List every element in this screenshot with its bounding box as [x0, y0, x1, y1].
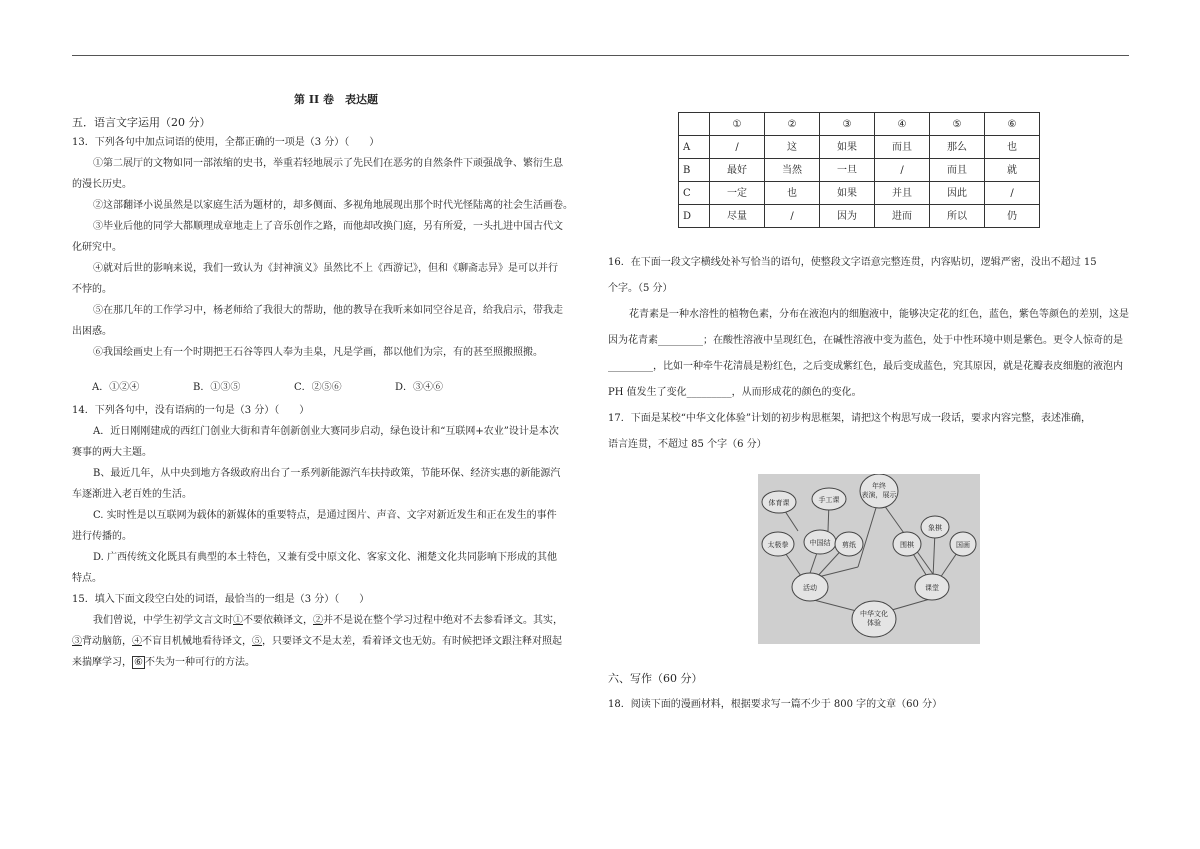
part-title: 第 II 卷 表达题	[294, 93, 378, 106]
table-cell: 当然	[765, 159, 820, 182]
q15-passage-line2	[72, 634, 600, 649]
q14-option-d-line2: 特点。	[72, 573, 102, 584]
table-cell: B	[679, 159, 710, 182]
mindmap-figure	[758, 474, 980, 644]
q14-option-c-line2: 进行传播的。	[72, 531, 132, 542]
table-cell: 那么	[930, 136, 985, 159]
table-cell: /	[710, 136, 765, 159]
q13-sentence-3b: 化研究中。	[72, 242, 122, 253]
q18-stem: 18．阅读下面的漫画材料，根据要求写一篇不少于 800 字的文章（60 分）	[608, 699, 943, 710]
q13-option-b[interactable]: B．①③⑤	[193, 382, 241, 393]
table-cell: 也	[985, 136, 1040, 159]
q17-stem-line1: 17．下面是某校“中华文化体验”计划的初步构思框架，请把这个构思写成一段话，要求内容完整，表述准确，	[608, 413, 1091, 424]
mindmap-svg	[758, 474, 980, 644]
q15-passage-line1	[72, 613, 600, 628]
q13-options	[92, 380, 600, 395]
mindmap-node-label: 年终	[872, 482, 886, 490]
top-rule	[72, 55, 1129, 56]
q15-text-1: 我们曾说，中学生初学文言文时	[93, 615, 233, 626]
q15-text-3: 并不是说在整个学习过程中绝对不去参看译文。其实，	[323, 615, 563, 626]
q14-option-a-line2: 赛事的两大主题。	[72, 447, 152, 458]
section-5-heading: 五．语言文字运用（20 分）	[72, 115, 211, 129]
q15-text-2: 不要依赖译文，	[243, 615, 313, 626]
q15-text-5: 不盲目机械地看待译文，	[142, 636, 252, 647]
q15-blank-3: ③	[72, 636, 82, 647]
table-cell: ①	[710, 113, 765, 136]
q16-passage: 花青素是一种水溶性的植物色素，分布在液泡内的细胞液中，能够决定花的红色，蓝色，紫色等颜色的差别，这是因为花青素_________；在酸性溶液中呈现红色，在碱性溶液中变为蓝色，处于中性环境中则是紫色。更令人惊奇的是_________，比如一种牵牛花清晨是粉红色，之后变成紫红色，最后变成蓝色，究其原因，就是花瓣表皮细胞的液泡内 PH 值发生了变化_________，从而形成花的颜色的变化。	[608, 309, 1129, 398]
mindmap-node-label: 太极拳	[767, 541, 789, 549]
q14-option-a-line1: A．近日刚刚建成的西红门创业大街和青年创新创业大赛同步启动，绿色设计和“互联网+农业”设计是本次	[93, 426, 559, 437]
q16-stem-line1: 16．在下面一段文字横线处补写恰当的语句，使整段文字语意完整连贯，内容贴切，逻辑严密，没出不超过 15	[608, 257, 1097, 268]
q15-text-6: ，只要译文不是太差，看着译文也无妨。有时候把译文跟注释对照起	[262, 636, 562, 647]
table-cell: 而且	[875, 136, 930, 159]
q15-blank-2: ②	[313, 615, 323, 626]
right-column	[608, 112, 1130, 718]
q13-sentence-3a: ③毕业后他的同学大都顺理成章地走上了音乐创作之路，而他却改换门庭，另有所爱，一头扎进中国古代文	[93, 221, 563, 232]
q13-option-d[interactable]: D．③④⑥	[395, 382, 444, 393]
table-cell: 就	[985, 159, 1040, 182]
table-cell: 也	[765, 182, 820, 205]
q17-stem-line2: 语言连贯，不超过 85 个字（6 分）	[608, 439, 767, 450]
table-cell: 这	[765, 136, 820, 159]
q15-blank-5: ⑤	[252, 636, 262, 647]
q13-sentence-1a: ①第二展厅的文物如同一部浓缩的史书，举重若轻地展示了先民们在恶劣的自然条件下顽强战争、繁衍生息	[93, 158, 563, 169]
q14-option-c-line1: C. 实时性是以互联网为载体的新媒体的重要特点，是通过图片、声音、文字对新近发生和正在发生的事件	[93, 510, 557, 521]
table-cell: ②	[765, 113, 820, 136]
q13-sentence-4b: 不悖的。	[72, 284, 112, 295]
section-6-heading: 六、写作（60 分）	[608, 672, 703, 685]
q15-blank-4: ④	[132, 636, 142, 647]
q13-sentence-1b: 的漫长历史。	[72, 179, 132, 190]
table-cell: 因此	[930, 182, 985, 205]
table-row	[679, 136, 1040, 159]
table-row	[679, 159, 1040, 182]
question-17	[608, 406, 1130, 644]
table-cell: 进而	[875, 205, 930, 228]
mindmap-node-label: 表演，展示	[861, 491, 897, 499]
table-cell: /	[985, 182, 1040, 205]
mindmap-node-label: 课堂	[925, 584, 939, 592]
table-cell: 如果	[820, 182, 875, 205]
mindmap-node-label: 国画	[956, 541, 970, 549]
mindmap-node-label: 手工课	[818, 496, 840, 504]
table-cell: 仍	[985, 205, 1040, 228]
q15-blank-1: ①	[233, 615, 243, 626]
q13-sentence-2: ②这部翻译小说虽然是以家庭生活为题材的，却多侧面、多视角地展现出那个时代光怪陆离的社会生活画卷。	[93, 200, 573, 211]
q15-text-8: 不失为一种可行的方法。	[144, 657, 255, 668]
q15-text-4: 背动脑筋，	[82, 636, 132, 647]
table-cell: 一定	[710, 182, 765, 205]
mindmap-node-label: 围棋	[900, 541, 914, 549]
mindmap-node-label: 象棋	[928, 524, 942, 532]
table-cell: 而且	[930, 159, 985, 182]
table-row	[679, 205, 1040, 228]
mindmap-node-label: 中国结	[809, 539, 831, 547]
q15-passage-line3	[72, 655, 600, 670]
q13-option-c[interactable]: C．②⑤⑥	[294, 382, 342, 393]
table-cell: ⑤	[930, 113, 985, 136]
q13-sentence-4a: ④就对后世的影响来说，我们一致认为《封神演义》虽然比不上《西游记》，但和《聊斋志异》是可以并行	[93, 263, 558, 274]
table-cell: ④	[875, 113, 930, 136]
mindmap-node-label: 活动	[803, 584, 817, 592]
q14-option-b-line2: 车逐渐进入老百姓的生活。	[72, 489, 192, 500]
q13-sentence-5a: ⑤在那几年的工作学习中，杨老师给了我很大的帮助，他的教导在我听来如同空谷足音，给我启示，带我走	[93, 305, 563, 316]
q13-stem: 13．下列各句中加点词语的使用，全都正确的一项是（3 分）（ ）	[72, 137, 380, 148]
table-cell: /	[875, 159, 930, 182]
table-cell: C	[679, 182, 710, 205]
question-14	[72, 403, 600, 586]
q13-sentence-6: ⑥我国绘画史上有一个时期把王石谷等四人奉为圭臬，凡是学画，都以他们为宗，有的甚至照搬照搬。	[93, 347, 543, 358]
table-cell: 最好	[710, 159, 765, 182]
q15-choice-table	[678, 112, 1040, 228]
table-cell	[679, 113, 710, 136]
table-cell: 所以	[930, 205, 985, 228]
q13-sentence-5b: 出困惑。	[72, 326, 112, 337]
table-cell: 一旦	[820, 159, 875, 182]
mindmap-node-label: 体育课	[768, 499, 790, 507]
table-cell: 尽量	[710, 205, 765, 228]
table-cell: 并且	[875, 182, 930, 205]
q15-text-7: 来揣摩学习，	[72, 657, 132, 668]
table-row	[679, 182, 1040, 205]
question-16	[608, 250, 1130, 406]
table-cell: D	[679, 205, 710, 228]
table-cell: A	[679, 136, 710, 159]
table-cell: 如果	[820, 136, 875, 159]
q16-stem-line2: 个字。（5 分）	[608, 283, 673, 294]
mindmap-node-label: 剪纸	[842, 541, 856, 549]
table-cell: /	[765, 205, 820, 228]
q15-blank-6: ⑥	[134, 657, 143, 668]
q14-option-d-line1: D. 广西传统文化既具有典型的本土特色，又兼有受中原文化、客家文化、湘楚文化共同影响下形成的其他	[93, 552, 558, 563]
q15-stem: 15．填入下面文段空白处的词语，最恰当的一组是（3 分）（ ）	[72, 594, 370, 605]
table-cell: ③	[820, 113, 875, 136]
mindmap-node-label: 体验	[867, 619, 881, 627]
q14-option-b-line1: B、最近几年，从中央到地方各级政府出台了一系列新能源汽车扶持政策，节能环保、经济实惠的新能源汽	[93, 468, 561, 479]
left-column	[72, 92, 600, 676]
question-15	[72, 592, 600, 670]
table-cell: ⑥	[985, 113, 1040, 136]
question-13	[72, 135, 600, 395]
table-cell: 因为	[820, 205, 875, 228]
q13-option-a[interactable]: A．①②④	[92, 382, 140, 393]
mindmap-node-label: 中华文化	[860, 610, 888, 618]
table-header-row	[679, 113, 1040, 136]
q14-stem: 14．下列各句中，没有语病的一句是（3 分）（ ）	[72, 405, 310, 416]
